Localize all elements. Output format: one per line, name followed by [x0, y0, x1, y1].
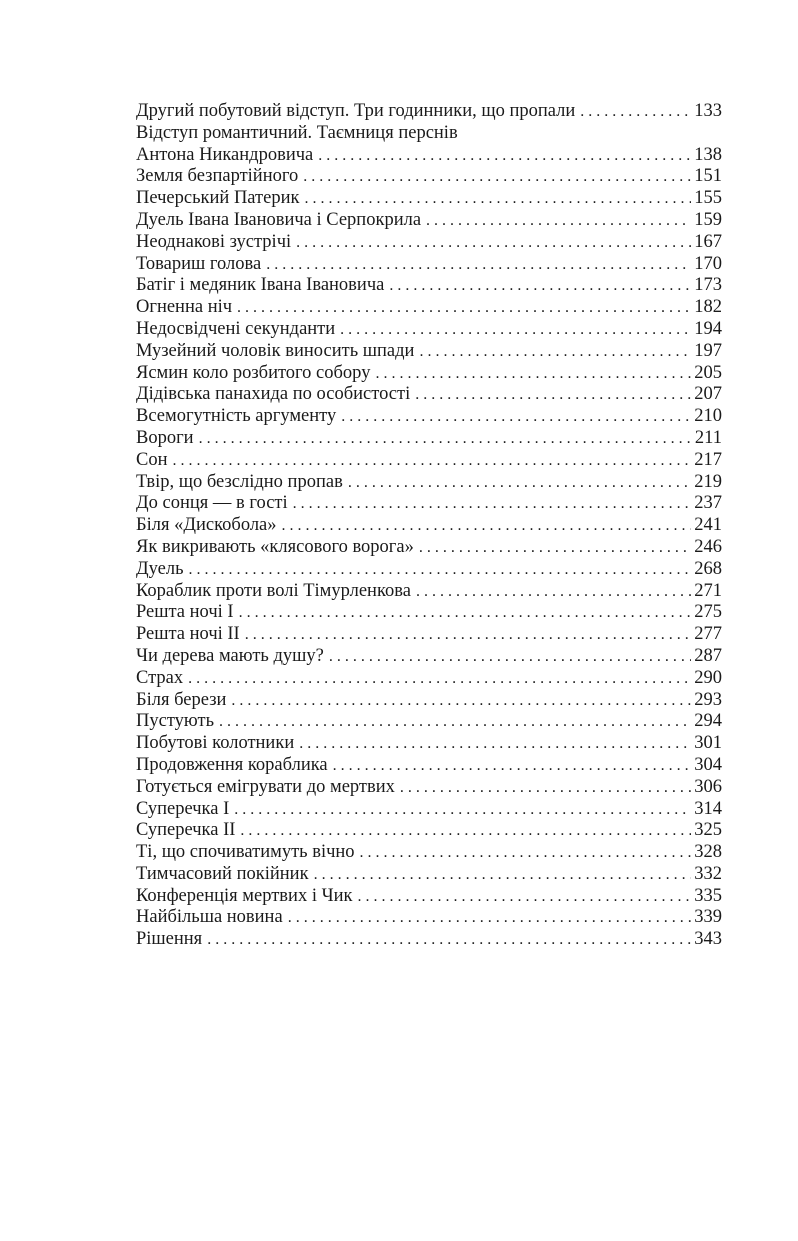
toc-entry: [136, 145, 722, 167]
toc-entry-page-number: 207: [694, 384, 722, 405]
toc-entry-page-number: 211: [694, 427, 722, 448]
toc-entry: [136, 864, 722, 886]
toc-entry-page-number: 194: [694, 318, 722, 339]
toc-entry-leader-dots: [231, 690, 691, 712]
toc-entry-leader-dots: [282, 515, 692, 537]
toc-entry-leader-dots: [240, 820, 691, 842]
toc-entry-title: Земля безпартійного: [136, 166, 299, 187]
toc-entry-leader-dots: [303, 166, 691, 188]
toc-entry-title: Суперечка I: [136, 798, 230, 819]
toc-entry-title: Біля берези: [136, 689, 227, 710]
toc-entry-leader-dots: [318, 145, 691, 167]
toc-entry-page-number: 268: [694, 558, 722, 579]
table-of-contents: [136, 101, 722, 951]
toc-entry-title: Огненна ніч: [136, 297, 233, 318]
toc-entry-page-number: 332: [694, 863, 722, 884]
toc-entry: [136, 733, 722, 755]
toc-entry-page-number: 138: [694, 144, 722, 165]
toc-entry-title: Товариш голова: [136, 253, 262, 274]
toc-entry: [136, 711, 722, 733]
toc-entry: [136, 450, 722, 472]
toc-entry-leader-dots: [207, 929, 691, 951]
toc-entry-leader-dots: [400, 777, 691, 799]
toc-entry-leader-dots: [234, 799, 691, 821]
toc-entry-page-number: 133: [694, 101, 722, 121]
toc-entry: [136, 341, 722, 363]
toc-entry-page-number: 210: [694, 406, 722, 427]
toc-entry: [136, 384, 722, 406]
toc-entry-leader-dots: [237, 297, 691, 319]
toc-entry-page-number: 304: [694, 754, 722, 775]
toc-entry-page-number: 173: [694, 275, 722, 296]
toc-entry-title: Дуель Івана Івановича і Серпокрила: [136, 209, 422, 230]
toc-entry: [136, 232, 722, 254]
toc-entry-page-number: 197: [694, 340, 722, 361]
toc-entry-page-number: 314: [694, 798, 722, 819]
toc-entry-title: Решта ночі II: [136, 624, 240, 645]
toc-entry-title: Суперечка II: [136, 820, 236, 841]
toc-entry-leader-dots: [419, 537, 691, 559]
toc-entry: [136, 406, 722, 428]
toc-entry-page-number: 219: [694, 471, 722, 492]
toc-entry: [136, 515, 722, 537]
toc-entry: [136, 363, 722, 385]
toc-entry-leader-dots: [199, 428, 692, 450]
toc-entry-page-number: 241: [694, 515, 722, 536]
toc-entry-leader-dots: [419, 341, 691, 363]
toc-entry: [136, 428, 722, 450]
toc-entry-page-number: 335: [694, 885, 722, 906]
toc-entry-title: Тимчасовий покійник: [136, 863, 309, 884]
toc-entry-leader-dots: [314, 864, 692, 886]
toc-entry: [136, 188, 722, 210]
toc-entry-leader-dots: [580, 101, 691, 123]
toc-entry-title: Другий побутовий відступ. Три годинники, що пропали: [136, 101, 576, 121]
toc-entry-title: Ті, що спочиватимуть вічно: [136, 842, 355, 863]
toc-entry-page-number: 294: [694, 711, 722, 732]
toc-entry-leader-dots: [293, 493, 692, 515]
toc-entry-leader-dots: [266, 254, 691, 276]
toc-entry-leader-dots: [341, 406, 691, 428]
toc-entry: [136, 929, 722, 951]
toc-entry: [136, 777, 722, 799]
toc-entry: [136, 646, 722, 668]
toc-entry: [136, 581, 722, 603]
toc-entry: [136, 537, 722, 559]
toc-entry-title: Вороги: [136, 427, 194, 448]
toc-entry: [136, 886, 722, 908]
toc-entry: [136, 319, 722, 341]
toc-entry: [136, 166, 722, 188]
toc-entry-title: До сонця — в гості: [136, 493, 288, 514]
toc-entry-leader-dots: [389, 275, 691, 297]
toc-entry-leader-dots: [239, 602, 692, 624]
toc-entry-page-number: 290: [694, 667, 722, 688]
toc-entry-title: Чи дерева мають душу?: [136, 645, 324, 666]
toc-entry-page-number: 217: [694, 449, 722, 470]
toc-entry-title: Антона Никандровича: [136, 144, 314, 165]
toc-entry-leader-dots: [299, 733, 691, 755]
toc-entry-title: Кораблик проти волі Тімурленкова: [136, 580, 411, 601]
toc-entry: [136, 820, 722, 842]
toc-entry: [136, 690, 722, 712]
toc-entry-page-number: 306: [694, 776, 722, 797]
toc-entry-title: Решта ночі I: [136, 602, 234, 623]
toc-entry-page-number: 170: [694, 253, 722, 274]
toc-entry: [136, 755, 722, 777]
toc-entry: [136, 254, 722, 276]
toc-entry-title: Страх: [136, 667, 184, 688]
toc-entry-page-number: 339: [694, 907, 722, 928]
toc-entry-title: Конференція мертвих і Чик: [136, 885, 353, 906]
toc-entry-title: Рішення: [136, 929, 203, 950]
toc-entry-page-number: 271: [694, 580, 722, 601]
toc-entry-leader-dots: [348, 472, 691, 494]
toc-entry-page-number: 287: [694, 645, 722, 666]
toc-entry: [136, 907, 722, 929]
toc-entry-title: Побутові колотники: [136, 733, 295, 754]
toc-entry-title: Біля «Дискобола»: [136, 515, 277, 536]
toc-entry-page-number: 182: [694, 297, 722, 318]
toc-entry-page-number: 301: [694, 733, 722, 754]
toc-entry-page-number: 325: [694, 820, 722, 841]
toc-entry-page-number: 277: [694, 624, 722, 645]
toc-entry-page-number: 328: [694, 842, 722, 863]
toc-entry-page-number: 246: [694, 536, 722, 557]
toc-entry-title: Дідівська панахида по особистості: [136, 384, 411, 405]
toc-entry-leader-dots: [340, 319, 691, 341]
toc-entry-title: Готується емігрувати до мертвих: [136, 776, 395, 797]
toc-entry-page-number: 275: [694, 602, 722, 623]
toc-entry-leader-dots: [304, 188, 691, 210]
toc-entry-page-number: 343: [694, 929, 722, 950]
toc-entry-leader-dots: [416, 581, 691, 603]
toc-entry-page-number: 167: [694, 231, 722, 252]
toc-entry-leader-dots: [188, 668, 691, 690]
toc-entry-page-number: 159: [694, 209, 722, 230]
toc-entry-title: Відступ романтичний. Таємниця перснів: [136, 122, 458, 143]
toc-entry-leader-dots: [358, 886, 692, 908]
toc-entry-title: Всемогутність аргументу: [136, 406, 337, 427]
toc-entry: [136, 297, 722, 319]
toc-entry: [136, 493, 722, 515]
toc-entry-leader-dots: [375, 363, 691, 385]
toc-entry-title: Як викривають «клясового ворога»: [136, 536, 414, 557]
toc-entry-leader-dots: [333, 755, 692, 777]
toc-entry-title: Неоднакові зустрічі: [136, 231, 292, 252]
toc-entry-page-number: 293: [694, 689, 722, 710]
toc-entry-leader-dots: [329, 646, 691, 668]
toc-entry: [136, 101, 722, 123]
toc-entry-leader-dots: [360, 842, 692, 864]
toc-entry: [136, 799, 722, 821]
toc-entry-leader-dots: [296, 232, 691, 254]
toc-entry-leader-dots: [245, 624, 692, 646]
toc-entry-title: Музейний чоловік виносить шпади: [136, 340, 415, 361]
toc-entry-leader-dots: [288, 907, 692, 929]
toc-entry-leader-dots: [415, 384, 691, 406]
toc-entry-title: Сон: [136, 449, 168, 470]
toc-entry-page-number: 151: [694, 166, 722, 187]
toc-entry-page-number: 205: [694, 362, 722, 383]
toc-entry-leader-dots: [219, 711, 691, 733]
toc-entry-title: Батіг і медяник Івана Івановича: [136, 275, 385, 296]
toc-entry-title: Твір, що безслідно пропав: [136, 471, 343, 492]
toc-entry-page-number: 237: [694, 493, 722, 514]
toc-entry: [136, 210, 722, 232]
toc-entry-title: Пустують: [136, 711, 215, 732]
toc-entry-title: Ясмин коло розбитого собору: [136, 362, 371, 383]
toc-entry: [136, 602, 722, 624]
toc-entry: [136, 472, 722, 494]
toc-entry: [136, 842, 722, 864]
toc-entry-page-number: 155: [694, 188, 722, 209]
toc-entry: [136, 668, 722, 690]
toc-entry-title: Продовження кораблика: [136, 754, 328, 775]
toc-entry: [136, 559, 722, 581]
toc-entry: [136, 624, 722, 646]
toc-entry-title: Недосвідчені секунданти: [136, 318, 336, 339]
toc-entry: [136, 275, 722, 297]
toc-entry-leader-dots: [173, 450, 692, 472]
toc-entry-leader-dots: [426, 210, 691, 232]
toc-entry-title: Найбільша новина: [136, 907, 283, 928]
toc-entry-leader-dots: [189, 559, 692, 581]
toc-entry-title: Дуель: [136, 558, 184, 579]
toc-entry-title: Печерський Патерик: [136, 188, 300, 209]
toc-entry: [136, 123, 722, 145]
